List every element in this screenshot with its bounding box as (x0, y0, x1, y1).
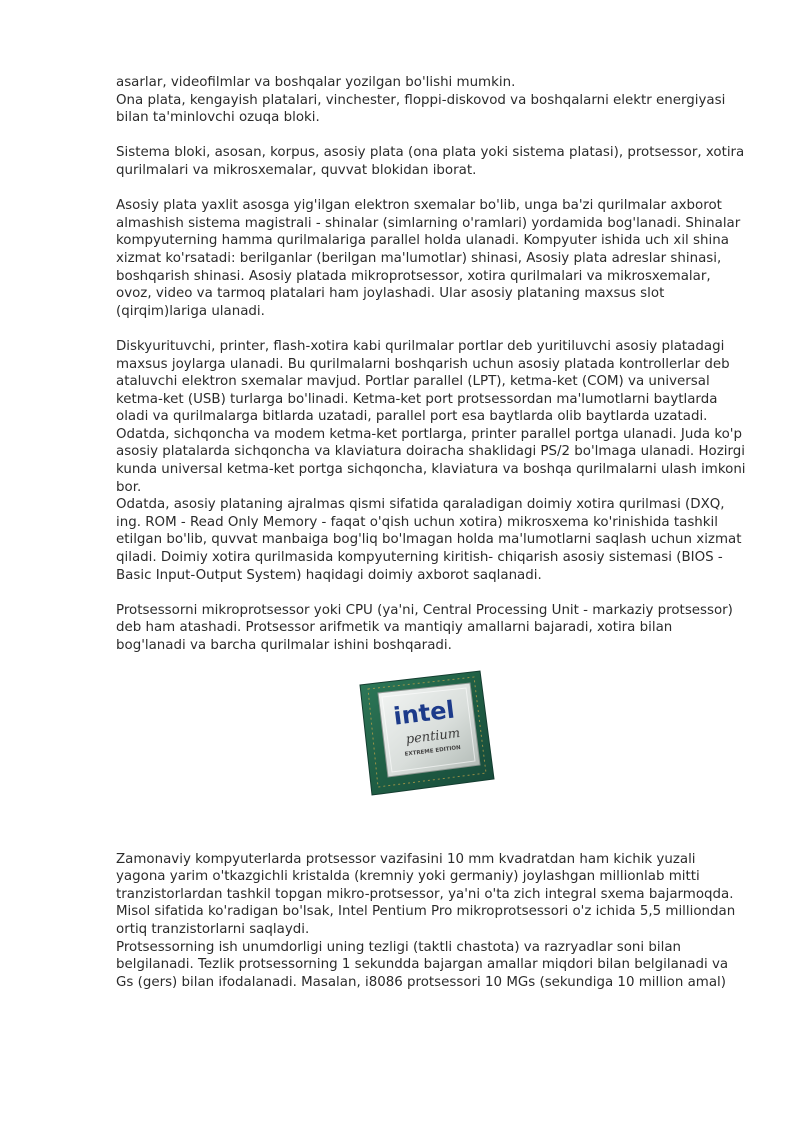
paragraph-3: Sistema bloki, asosan, korpus, asosiy plata (ona plata yoki sistema platasi), protsessor, xotira qurilmalari va mikrosxemalar, quvvat blokidan iborat. (116, 145, 745, 178)
paragraph-7: Protsessorni mikroprotsessor yoki CPU (ya'ni, Central Processing Unit - markaziy protsessor) deb ham atashadi. Protsessor arifmetik va mantiqiy amallarni bajaradi, xotira bilan bog'lanadi va barcha qurilmalar ishini boshqaradi. (116, 602, 733, 653)
paragraph-4: Asosiy plata yaxlit asosga yig'ilgan elektron sxemalar bo'lib, unga ba'zi qurilmalar axborot almashish sistema magistrali - shinalar (simlarning o'ramlari) yordamida bog'lanadi. Shinalar kompyuterning hamma qurilmalariga parallel holda ulanadi. Kompyuter ishida uch xil shina xizmat ko'rsatadi: berilganlar (berilgan ma'lumotlar) shinasi, Asosiy plata adreslar shinasi, boshqarish shinasi. Asosiy platada mikroprotsessor, xotira qurilmalari va mikrosxemalar, ovoz, video va tarmoq platalari ham joylashadi. Ular asosiy plataning maxsus slot (qirqim)lariga ulanadi. (116, 198, 741, 319)
edition-text: EXTREME EDITION (404, 744, 462, 758)
pentium-logo-text: pentium (405, 725, 461, 748)
paragraph-5: Diskyurituvchi, printer, flash-xotira kabi qurilmalar portlar deb yuritiluvchi asosiy platadagi maxsus joylarga ulanadi. Bu qurilmalarni boshqarish uchun asosiy platada kontrollerlar deb ataluvchi elektron sxemalar mavjud. Portlar parallel (LPT), ketma-ket (COM) va universal ketma-ket (USB) turlarga bo'linadi. Ketma-ket port protsessordan ma'lumotlarni baytlarda oladi va qurilmalarga bitlarda uzatadi, parallel port esa baytlarda olib baytlarda uzatadi. Odatda, sichqoncha va modem ketma-ket portlarga, printer parallel portga ulanadi. Juda ko'p asosiy platalarda sichqoncha va klaviatura doiracha shaklidagi PS/2 bo'lmaga ulanadi. Hozirgi kunda universal ketma-ket portga sichqoncha, klaviatura va boshqa qurilmalarni ulash imkoni bor. (116, 338, 746, 495)
cpu-figure (116, 663, 746, 837)
paragraph-6: Odatda, asosiy plataning ajralmas qismi sifatida qaraladigan doimiy xotira qurilmasi (DXQ, ing. ROM - Read Only Memory - faqat o'qish uchun xotira) mikrosxema ko'rinishida tashkil etilgan bo'lib, quvvat manbaiga bog'liq bo'lmagan holda ma'lumotlarni saqlash uchun xizmat qiladi. Doimiy xotira qurilmasida kompyuterning kiritish- chiqarish asosiy sistemasi (BIOS - Basic Input-Output System) haqidagi doimiy axborot saqlanadi. (116, 497, 742, 583)
paragraph-1: asarlar, videofilmlar va boshqalar yozilgan bo'lishi mumkin. (116, 75, 516, 90)
paragraph-2: Ona plata, kengayish plataIari, vinchester, floppi-diskovod va boshqalarni elektr energiyasi bilan ta'minlovchi ozuqa bloki. (116, 92, 726, 126)
paragraph-8: Zamonaviy kompyuterlarda protsessor vazifasini 10 mm kvadratdan ham kichik yuzali yagona yarim o'tkazgichli kristalda (kremniy yoki germaniy) joylashgan millionlab mitti tranzistorlardan tashkil topgan mikro-protsessor, ya'ni o'ta zich integral sxema bajarmoqda. Misol sifatida ko'radigan bo'lsak, Intel Pentium Pro mikroprotsessori o'z ichida 5,5 milliondan ortiq tranzistorlarni saqlaydi. (116, 851, 736, 937)
document-page (116, 74, 746, 991)
intel-pentium-chip-image (348, 667, 498, 799)
intel-logo-text: intel (391, 695, 457, 731)
paragraph-9: Protsessorning ish unumdorligi uning tezligi (taktli chastota) va razryadlar soni bilan belgilanadi. Tezlik protsessorning 1 sekundda bajargan amallar miqdori bilan belgilanadi va Gs (gers) bilan ifodalanadi. Masalan, i8086 protsessori 10 MGs (sekundiga 10 million amal) (116, 939, 729, 990)
